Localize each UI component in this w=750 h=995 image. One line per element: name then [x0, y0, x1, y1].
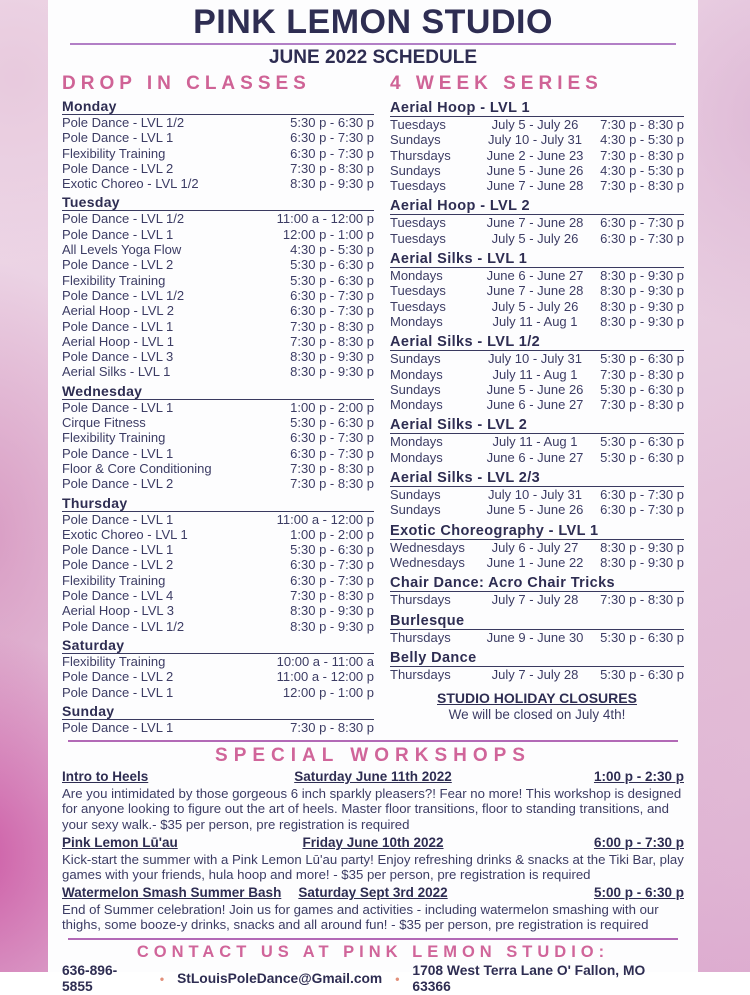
- class-time: 6:30 p - 7:30 p: [290, 445, 374, 461]
- session-row: [390, 215, 684, 230]
- series-group-list: [390, 100, 684, 682]
- class-time: 8:30 p - 9:30 p: [290, 176, 374, 192]
- class-name: Pole Dance - LVL 1: [62, 399, 174, 415]
- session-row: [390, 178, 684, 193]
- class-time: 5:30 p - 6:30 p: [290, 415, 374, 431]
- session-time: 5:30 p - 6:30 p: [600, 449, 684, 465]
- session-day: Sundays: [390, 351, 441, 367]
- class-name: Pole Dance - LVL 1: [62, 684, 174, 700]
- class-name: Pole Dance - LVL 1: [62, 318, 174, 334]
- session-dates: July 11 - Aug 1: [492, 366, 578, 382]
- class-row: [62, 512, 374, 527]
- day-header: Sunday: [62, 703, 374, 720]
- page-header: [62, 3, 684, 68]
- class-row: [62, 654, 374, 669]
- session-row: [390, 397, 684, 412]
- session-time: 7:30 p - 8:30 p: [600, 397, 684, 413]
- series-group: [390, 575, 684, 607]
- session-dates: June 2 - June 23: [486, 147, 584, 163]
- class-time: 5:30 p - 6:30 p: [290, 272, 374, 288]
- session-day: Tuesdays: [390, 298, 446, 314]
- class-name: Pole Dance - LVL 2: [62, 669, 174, 685]
- series-heading: 4 WEEK SERIES: [390, 73, 603, 94]
- session-row: [390, 351, 684, 366]
- session-dates: June 6 - June 27: [486, 397, 584, 413]
- series-group-title: Aerial Silks - LVL 1/2: [390, 334, 684, 351]
- class-row: [62, 603, 374, 618]
- session-time: 6:30 p - 7:30 p: [600, 487, 684, 503]
- series-group: [390, 251, 684, 329]
- class-name: Cirque Fitness: [62, 415, 146, 431]
- class-name: Pole Dance - LVL 1: [62, 719, 174, 735]
- session-day: Tuesdays: [390, 283, 446, 299]
- class-row: [62, 542, 374, 557]
- class-row: [62, 349, 374, 364]
- class-row: [62, 227, 374, 242]
- session-row: [390, 502, 684, 517]
- workshop-time: 1:00 p - 2:30 p: [593, 769, 684, 785]
- series-group: [390, 523, 684, 571]
- session-dates: July 5 - July 26: [491, 117, 579, 132]
- class-time: 8:30 p - 9:30 p: [290, 603, 374, 619]
- session-row: [390, 314, 684, 329]
- class-name: Pole Dance - LVL 1: [62, 511, 174, 527]
- class-name: Pole Dance - LVL 1/2: [62, 287, 185, 303]
- class-time: 7:30 p - 8:30 p: [290, 333, 374, 349]
- session-day: Sundays: [390, 381, 441, 397]
- class-time: 7:30 p - 8:30 p: [290, 719, 374, 735]
- session-row: [390, 540, 684, 555]
- series-group-title: Aerial Silks - LVL 2: [390, 417, 684, 434]
- schedule-sheet: [48, 0, 698, 994]
- contact-phone: 636-896-5855: [62, 962, 118, 994]
- class-row: [62, 573, 374, 588]
- session-dates: June 5 - June 26: [486, 381, 584, 397]
- workshop-header: [62, 769, 684, 785]
- class-name: Pole Dance - LVL 2: [62, 557, 174, 573]
- workshop-item: [62, 885, 684, 932]
- session-day: Thursdays: [390, 629, 451, 645]
- class-row: [62, 461, 374, 476]
- class-row: [62, 319, 374, 334]
- workshop-item: [62, 835, 684, 882]
- session-time: 6:30 p - 7:30 p: [600, 502, 684, 518]
- class-time: 7:30 p - 8:30 p: [290, 476, 374, 492]
- session-day: Tuesdays: [390, 178, 446, 194]
- session-day: Mondays: [390, 397, 443, 413]
- class-time: 6:30 p - 7:30 p: [290, 130, 374, 146]
- session-dates: June 9 - June 30: [486, 629, 584, 645]
- class-name: Exotic Choreo - LVL 1/2: [62, 176, 199, 192]
- workshops-top-divider: [68, 740, 678, 742]
- contact-top-divider: [68, 938, 678, 940]
- class-time: 11:00 a - 12:00 p: [276, 669, 374, 685]
- workshop-time: 6:00 p - 7:30 p: [593, 834, 684, 850]
- class-time: 5:30 p - 6:30 p: [290, 115, 374, 130]
- session-row: [390, 283, 684, 298]
- session-row: [390, 434, 684, 449]
- session-dates: July 10 - July 31: [488, 351, 582, 367]
- class-row: [62, 242, 374, 257]
- drop-in-classes-section: [62, 71, 374, 735]
- session-dates: June 7 - June 28: [486, 178, 584, 194]
- session-row: [390, 555, 684, 570]
- series-group-title: Aerial Silks - LVL 2/3: [390, 470, 684, 487]
- session-row: [390, 487, 684, 502]
- session-row: [390, 231, 684, 246]
- series-group: [390, 334, 684, 412]
- session-day: Mondays: [390, 366, 443, 382]
- session-dates: June 6 - June 27: [486, 449, 584, 465]
- class-name: Aerial Silks - LVL 1: [62, 364, 171, 380]
- session-row: [390, 163, 684, 178]
- session-time: 5:30 p - 6:30 p: [600, 629, 684, 645]
- series-group: [390, 470, 684, 518]
- day-section: [62, 194, 374, 379]
- session-time: 5:30 p - 6:30 p: [600, 434, 684, 450]
- day-section: [62, 383, 374, 492]
- class-name: All Levels Yoga Flow: [62, 242, 182, 258]
- class-time: 6:30 p - 7:30 p: [290, 287, 374, 303]
- class-time: 5:30 p - 6:30 p: [290, 542, 374, 558]
- series-group-title: Chair Dance: Acro Chair Tricks: [390, 575, 684, 592]
- class-time: 4:30 p - 5:30 p: [290, 242, 374, 258]
- session-row: [390, 117, 684, 132]
- class-name: Aerial Hoop - LVL 1: [62, 333, 175, 349]
- session-dates: July 11 - Aug 1: [492, 434, 578, 450]
- workshop-description: Are you intimidated by those gorgeous 6 inch sparkly pleasers?! Fear no more! This workshop is designed for anyone looking to figure out the art of heels. Master floor transitions, floor to standing transitions, and your sexy walk.- $35 per person, pre registration is required: [62, 786, 682, 832]
- class-name: Flexibility Training: [62, 653, 166, 669]
- session-time: 8:30 p - 9:30 p: [600, 539, 684, 555]
- workshop-list: [62, 769, 684, 932]
- contact-email: StLouisPoleDance@Gmail.com: [177, 970, 383, 986]
- class-name: Pole Dance - LVL 1/2: [62, 115, 185, 130]
- session-day: Tuesdays: [390, 215, 446, 231]
- class-row: [62, 685, 374, 700]
- class-time: 6:30 p - 7:30 p: [290, 145, 374, 161]
- class-name: Flexibility Training: [62, 572, 166, 588]
- class-row: [62, 303, 374, 318]
- title-divider: [70, 43, 676, 45]
- class-row: [62, 669, 374, 684]
- session-row: [390, 667, 684, 682]
- workshop-time: 5:00 p - 6:30 p: [593, 885, 684, 901]
- session-time: 8:30 p - 9:30 p: [600, 298, 684, 314]
- page-subtitle: JUNE 2022 SCHEDULE: [268, 47, 478, 68]
- session-time: 6:30 p - 7:30 p: [600, 215, 684, 231]
- bullet-icon: •: [159, 971, 165, 986]
- class-time: 7:30 p - 8:30 p: [290, 160, 374, 176]
- day-header: Saturday: [62, 637, 374, 654]
- workshop-name: Pink Lemon Lū'au: [62, 834, 178, 850]
- series-group-title: Aerial Hoop - LVL 1: [390, 100, 684, 117]
- class-time: 12:00 p - 1:00 p: [282, 684, 374, 700]
- class-name: Pole Dance - LVL 4: [62, 588, 174, 604]
- drop-in-day-list: [62, 98, 374, 735]
- closures-text: We will be closed on July 4th!: [448, 707, 626, 723]
- class-time: 5:30 p - 6:30 p: [290, 257, 374, 273]
- class-name: Pole Dance - LVL 1: [62, 226, 174, 242]
- holiday-closures: [390, 690, 684, 723]
- session-dates: July 11 - Aug 1: [492, 313, 578, 329]
- session-day: Wednesdays: [390, 539, 465, 555]
- class-row: [62, 476, 374, 491]
- session-time: 6:30 p - 7:30 p: [600, 230, 684, 246]
- class-time: 6:30 p - 7:30 p: [290, 430, 374, 446]
- session-day: Sundays: [390, 162, 441, 178]
- workshop-name: Watermelon Smash Summer Bash: [62, 885, 282, 901]
- class-time: 12:00 p - 1:00 p: [282, 226, 374, 242]
- session-time: 8:30 p - 9:30 p: [600, 283, 684, 299]
- session-row: [390, 382, 684, 397]
- series-group: [390, 100, 684, 193]
- class-row: [62, 364, 374, 379]
- session-day: Sundays: [390, 487, 441, 503]
- class-row: [62, 176, 374, 191]
- class-name: Aerial Hoop - LVL 3: [62, 603, 175, 619]
- session-dates: July 7 - July 28: [491, 666, 579, 682]
- class-name: Pole Dance - LVL 1: [62, 445, 174, 461]
- session-day: Wednesdays: [390, 554, 465, 570]
- class-time: 11:00 a - 12:00 p: [276, 211, 374, 227]
- series-group: [390, 417, 684, 465]
- class-name: Flexibility Training: [62, 145, 166, 161]
- class-time: 6:30 p - 7:30 p: [290, 303, 374, 319]
- contact-heading: CONTACT US AT PINK LEMON STUDIO:: [136, 942, 610, 961]
- class-time: 7:30 p - 8:30 p: [290, 318, 374, 334]
- series-group-title: Exotic Choreography - LVL 1: [390, 523, 684, 540]
- workshop-header: [62, 885, 684, 901]
- class-row: [62, 288, 374, 303]
- session-time: 8:30 p - 9:30 p: [600, 313, 684, 329]
- class-time: 10:00 a - 11:00 a: [276, 653, 374, 669]
- session-time: 5:30 p - 6:30 p: [600, 381, 684, 397]
- class-row: [62, 115, 374, 130]
- class-row: [62, 557, 374, 572]
- session-day: Thursdays: [390, 147, 451, 163]
- class-name: Pole Dance - LVL 1: [62, 130, 174, 146]
- session-dates: June 6 - June 27: [486, 268, 584, 284]
- class-name: Exotic Choreo - LVL 1: [62, 526, 188, 542]
- session-day: Tuesdays: [390, 230, 446, 246]
- session-dates: July 6 - July 27: [491, 539, 579, 555]
- class-row: [62, 588, 374, 603]
- session-dates: June 5 - June 26: [486, 162, 584, 178]
- class-time: 1:00 p - 2:00 p: [290, 526, 374, 542]
- session-row: [390, 630, 684, 645]
- session-row: [390, 592, 684, 607]
- class-name: Pole Dance - LVL 1: [62, 542, 174, 558]
- schedule-columns: [62, 71, 684, 735]
- session-day: Thursdays: [390, 592, 451, 608]
- contact-address: 1708 West Terra Lane O' Fallon, MO 63366: [412, 962, 646, 994]
- series-group-title: Burlesque: [390, 613, 684, 630]
- bullet-icon: •: [395, 971, 400, 986]
- series-group-title: Aerial Silks - LVL 1: [390, 251, 684, 268]
- class-row: [62, 415, 374, 430]
- session-time: 4:30 p - 5:30 p: [600, 132, 684, 148]
- session-row: [390, 450, 684, 465]
- session-dates: June 5 - June 26: [486, 502, 584, 518]
- series-group-title: Aerial Hoop - LVL 2: [390, 198, 684, 215]
- class-row: [62, 146, 374, 161]
- class-row: [62, 257, 374, 272]
- four-week-series-section: [390, 71, 684, 735]
- day-header: Monday: [62, 98, 374, 115]
- workshop-item: [62, 769, 684, 832]
- class-time: 8:30 p - 9:30 p: [290, 349, 374, 365]
- class-time: 8:30 p - 9:30 p: [290, 364, 374, 380]
- class-time: 8:30 p - 9:30 p: [290, 618, 374, 634]
- session-day: Mondays: [390, 449, 443, 465]
- session-time: 7:30 p - 8:30 p: [600, 117, 684, 132]
- series-group-title: Belly Dance: [390, 650, 684, 667]
- workshop-name: Intro to Heels: [62, 769, 149, 785]
- contact-row: [62, 963, 684, 995]
- session-dates: July 10 - July 31: [488, 132, 582, 148]
- class-name: Pole Dance - LVL 1/2: [62, 211, 185, 227]
- page-title: PINK LEMON STUDIO: [193, 3, 553, 41]
- drop-in-heading: DROP IN CLASSES: [62, 73, 311, 94]
- session-dates: July 10 - July 31: [488, 487, 582, 503]
- session-day: Thursdays: [390, 666, 451, 682]
- workshop-date: Saturday June 11th 2022: [294, 769, 452, 785]
- closures-heading: STUDIO HOLIDAY CLOSURES: [437, 690, 637, 707]
- session-time: 7:30 p - 8:30 p: [600, 366, 684, 382]
- session-row: [390, 132, 684, 147]
- class-row: [62, 211, 374, 226]
- day-header: Wednesday: [62, 383, 374, 400]
- session-dates: July 5 - July 26: [491, 230, 579, 246]
- class-name: Pole Dance - LVL 1/2: [62, 618, 185, 634]
- class-time: 7:30 p - 8:30 p: [290, 588, 374, 604]
- class-time: 1:00 p - 2:00 p: [290, 399, 374, 415]
- session-dates: June 7 - June 28: [486, 283, 584, 299]
- session-time: 7:30 p - 8:30 p: [600, 178, 684, 194]
- special-workshops-section: [62, 745, 684, 932]
- class-row: [62, 130, 374, 145]
- workshop-header: [62, 835, 684, 851]
- series-group: [390, 198, 684, 246]
- class-row: [62, 720, 374, 735]
- session-day: Tuesdays: [390, 117, 446, 132]
- workshop-description: Kick-start the summer with a Pink Lemon Lū'au party! Enjoy refreshing drinks & snacks at the Tiki Bar, play games with your friends, hula hoop and more! - $35 per person, pre registration is required: [62, 851, 684, 882]
- session-time: 8:30 p - 9:30 p: [600, 554, 684, 570]
- class-name: Aerial Hoop - LVL 2: [62, 303, 175, 319]
- class-row: [62, 161, 374, 176]
- session-time: 7:30 p - 8:30 p: [600, 147, 684, 163]
- series-group: [390, 650, 684, 682]
- class-row: [62, 273, 374, 288]
- session-dates: June 7 - June 28: [486, 215, 584, 231]
- session-time: 5:30 p - 6:30 p: [600, 666, 684, 682]
- day-header: Thursday: [62, 495, 374, 512]
- session-time: 5:30 p - 6:30 p: [600, 351, 684, 367]
- class-row: [62, 527, 374, 542]
- class-row: [62, 400, 374, 415]
- day-header: Tuesday: [62, 194, 374, 211]
- session-dates: July 7 - July 28: [491, 592, 579, 608]
- session-row: [390, 148, 684, 163]
- day-section: [62, 98, 374, 191]
- class-row: [62, 619, 374, 634]
- session-row: [390, 268, 684, 283]
- class-name: Pole Dance - LVL 2: [62, 160, 174, 176]
- session-day: Mondays: [390, 434, 443, 450]
- class-row: [62, 446, 374, 461]
- class-name: Floor & Core Conditioning: [62, 460, 212, 476]
- workshop-date: Saturday Sept 3rd 2022: [298, 885, 448, 901]
- day-section: [62, 495, 374, 634]
- series-group: [390, 613, 684, 645]
- session-day: Sundays: [390, 132, 441, 148]
- session-row: [390, 367, 684, 382]
- session-row: [390, 299, 684, 314]
- class-time: 6:30 p - 7:30 p: [290, 572, 374, 588]
- class-time: 7:30 p - 8:30 p: [290, 460, 374, 476]
- day-section: [62, 637, 374, 700]
- session-dates: July 5 - July 26: [491, 298, 579, 314]
- workshops-heading: SPECIAL WORKSHOPS: [215, 745, 531, 767]
- class-row: [62, 430, 374, 445]
- day-section: [62, 703, 374, 735]
- class-name: Pole Dance - LVL 2: [62, 476, 174, 492]
- session-day: Mondays: [390, 268, 443, 284]
- class-row: [62, 334, 374, 349]
- session-day: Mondays: [390, 313, 443, 329]
- session-time: 7:30 p - 8:30 p: [600, 592, 684, 608]
- class-name: Flexibility Training: [62, 430, 166, 446]
- class-time: 6:30 p - 7:30 p: [290, 557, 374, 573]
- session-dates: June 1 - June 22: [486, 554, 584, 570]
- session-time: 4:30 p - 5:30 p: [600, 162, 684, 178]
- class-name: Pole Dance - LVL 2: [62, 257, 174, 273]
- class-name: Pole Dance - LVL 3: [62, 349, 174, 365]
- session-day: Sundays: [390, 502, 441, 518]
- workshop-date: Friday June 10th 2022: [302, 834, 444, 850]
- session-time: 8:30 p - 9:30 p: [600, 268, 684, 284]
- class-name: Flexibility Training: [62, 272, 166, 288]
- workshop-description: End of Summer celebration! Join us for games and activities - including watermelon smashing with our thighs, some booze-y drinks, snacks and all around fun! - $35 per person, pre registration is required: [62, 902, 659, 933]
- class-time: 11:00 a - 12:00 p: [276, 511, 374, 527]
- contact-section: [62, 943, 684, 995]
